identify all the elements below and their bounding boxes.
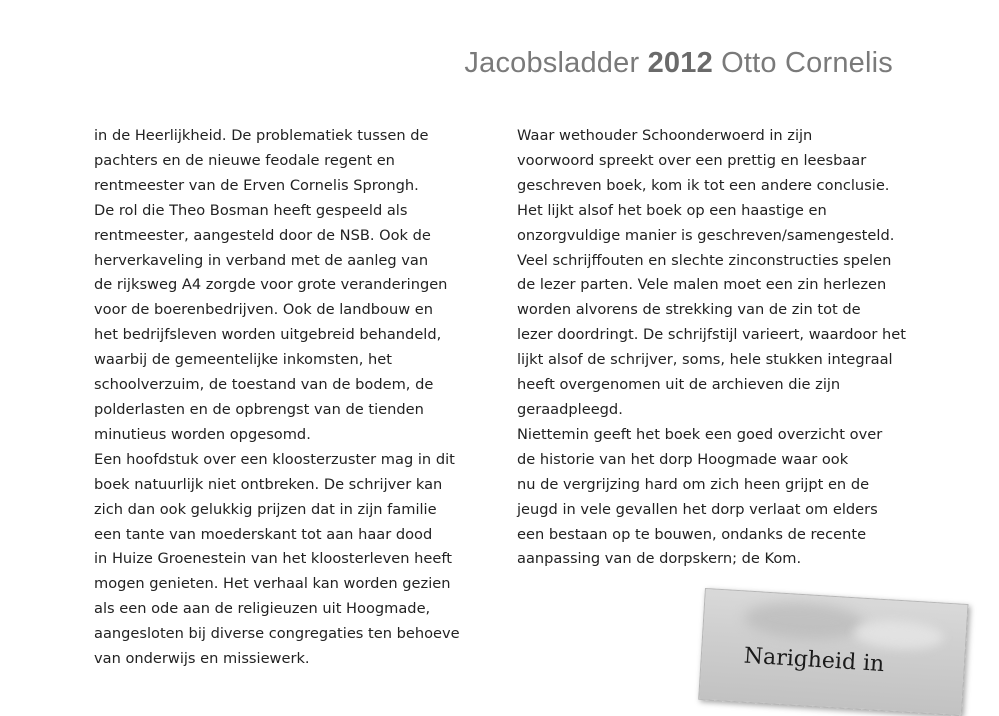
text-line: Niettemin geeft het boek een goed overzicht over <box>517 425 883 443</box>
right-column <box>517 124 907 572</box>
text-line: als een ode aan de religieuzen uit Hoogmade, <box>94 600 431 618</box>
text-line: heeft overgenomen uit de archieven die zijn <box>517 376 841 394</box>
text-line: minutieus worden opgesomd. <box>94 425 311 443</box>
text-line: lijkt alsof de schrijver, soms, hele stukken integraal <box>517 351 893 369</box>
text-line: aanpassing van de dorpskern; de Kom. <box>517 550 802 568</box>
text-line: het bedrijfsleven worden uitgebreid behandeld, <box>94 326 442 344</box>
text-line: Het lijkt alsof het boek op een haastige en <box>517 201 827 219</box>
text-line: rentmeester, aangesteld door de NSB. Ook de <box>94 226 431 244</box>
text-line: een bestaan op te bouwen, ondanks de recente <box>517 525 867 543</box>
text-line: rentmeester van de Erven Cornelis Sprongh. <box>94 176 419 194</box>
text-line: nu de vergrijzing hard om zich heen grijpt en de <box>517 475 870 493</box>
text-line: de lezer parten. Vele malen moet een zin herlezen <box>517 276 887 294</box>
text-line: mogen genieten. Het verhaal kan worden gezien <box>94 575 451 593</box>
text-line: een tante van moederskant tot aan haar dood <box>94 525 433 543</box>
header-title-year: 2012 <box>647 47 713 79</box>
header-title-post: Otto Cornelis <box>712 47 893 79</box>
text-line: worden alvorens de strekking van de zin tot de <box>517 301 861 319</box>
text-line: in de Heerlijkheid. De problematiek tussen de <box>94 127 429 144</box>
text-line: herverkaveling in verband met de aanleg van <box>94 251 429 269</box>
text-line: onzorgvuldige manier is geschreven/samengesteld. <box>517 226 895 244</box>
text-line: De rol die Theo Bosman heeft gespeeld als <box>94 201 408 219</box>
text-line: van onderwijs en missiewerk. <box>94 650 310 668</box>
text-line: jeugd in vele gevallen het dorp verlaat om elders <box>517 500 878 518</box>
text-line: schoolverzuim, de toestand van de bodem, de <box>94 376 434 394</box>
text-line: aangesloten bij diverse congregaties ten behoeve <box>94 625 460 643</box>
header-title-pre: Jacobsladder <box>464 47 648 79</box>
text-line: waarbij de gemeentelijke inkomsten, het <box>94 351 392 369</box>
text-line: lezer doordringt. De schrijfstijl varieert, waardoor het <box>517 326 906 344</box>
text-line: boek natuurlijk niet ontbreken. De schrijver kan <box>94 475 443 493</box>
book-cover-image <box>698 588 968 716</box>
text-line: Waar wethouder Schoonderwoerd in zijn <box>517 127 813 144</box>
page-header <box>464 47 893 80</box>
book-cover-title: Narigheid in <box>743 643 885 678</box>
text-line: polderlasten en de opbrengst van de tienden <box>94 400 424 418</box>
text-line: voor de boerenbedrijven. Ook de landbouw en <box>94 301 433 319</box>
text-line: de rijksweg A4 zorgde voor grote veranderingen <box>94 276 448 294</box>
text-line: zich dan ook gelukkig prijzen dat in zijn familie <box>94 500 437 518</box>
text-line: Veel schrijffouten en slechte zinconstructies spelen <box>517 251 892 269</box>
text-line: pachters en de nieuwe feodale regent en <box>94 151 395 169</box>
text-line: de historie van het dorp Hoogmade waar ook <box>517 450 849 468</box>
text-line: geraadpleegd. <box>517 400 623 418</box>
text-line: geschreven boek, kom ik tot een andere conclusie. <box>517 176 890 194</box>
text-line: in Huize Groenestein van het kloosterleven heeft <box>94 550 452 568</box>
text-line: Een hoofdstuk over een kloosterzuster mag in dit <box>94 450 455 468</box>
left-column <box>94 124 474 672</box>
text-line: voorwoord spreekt over een prettig en leesbaar <box>517 151 867 169</box>
